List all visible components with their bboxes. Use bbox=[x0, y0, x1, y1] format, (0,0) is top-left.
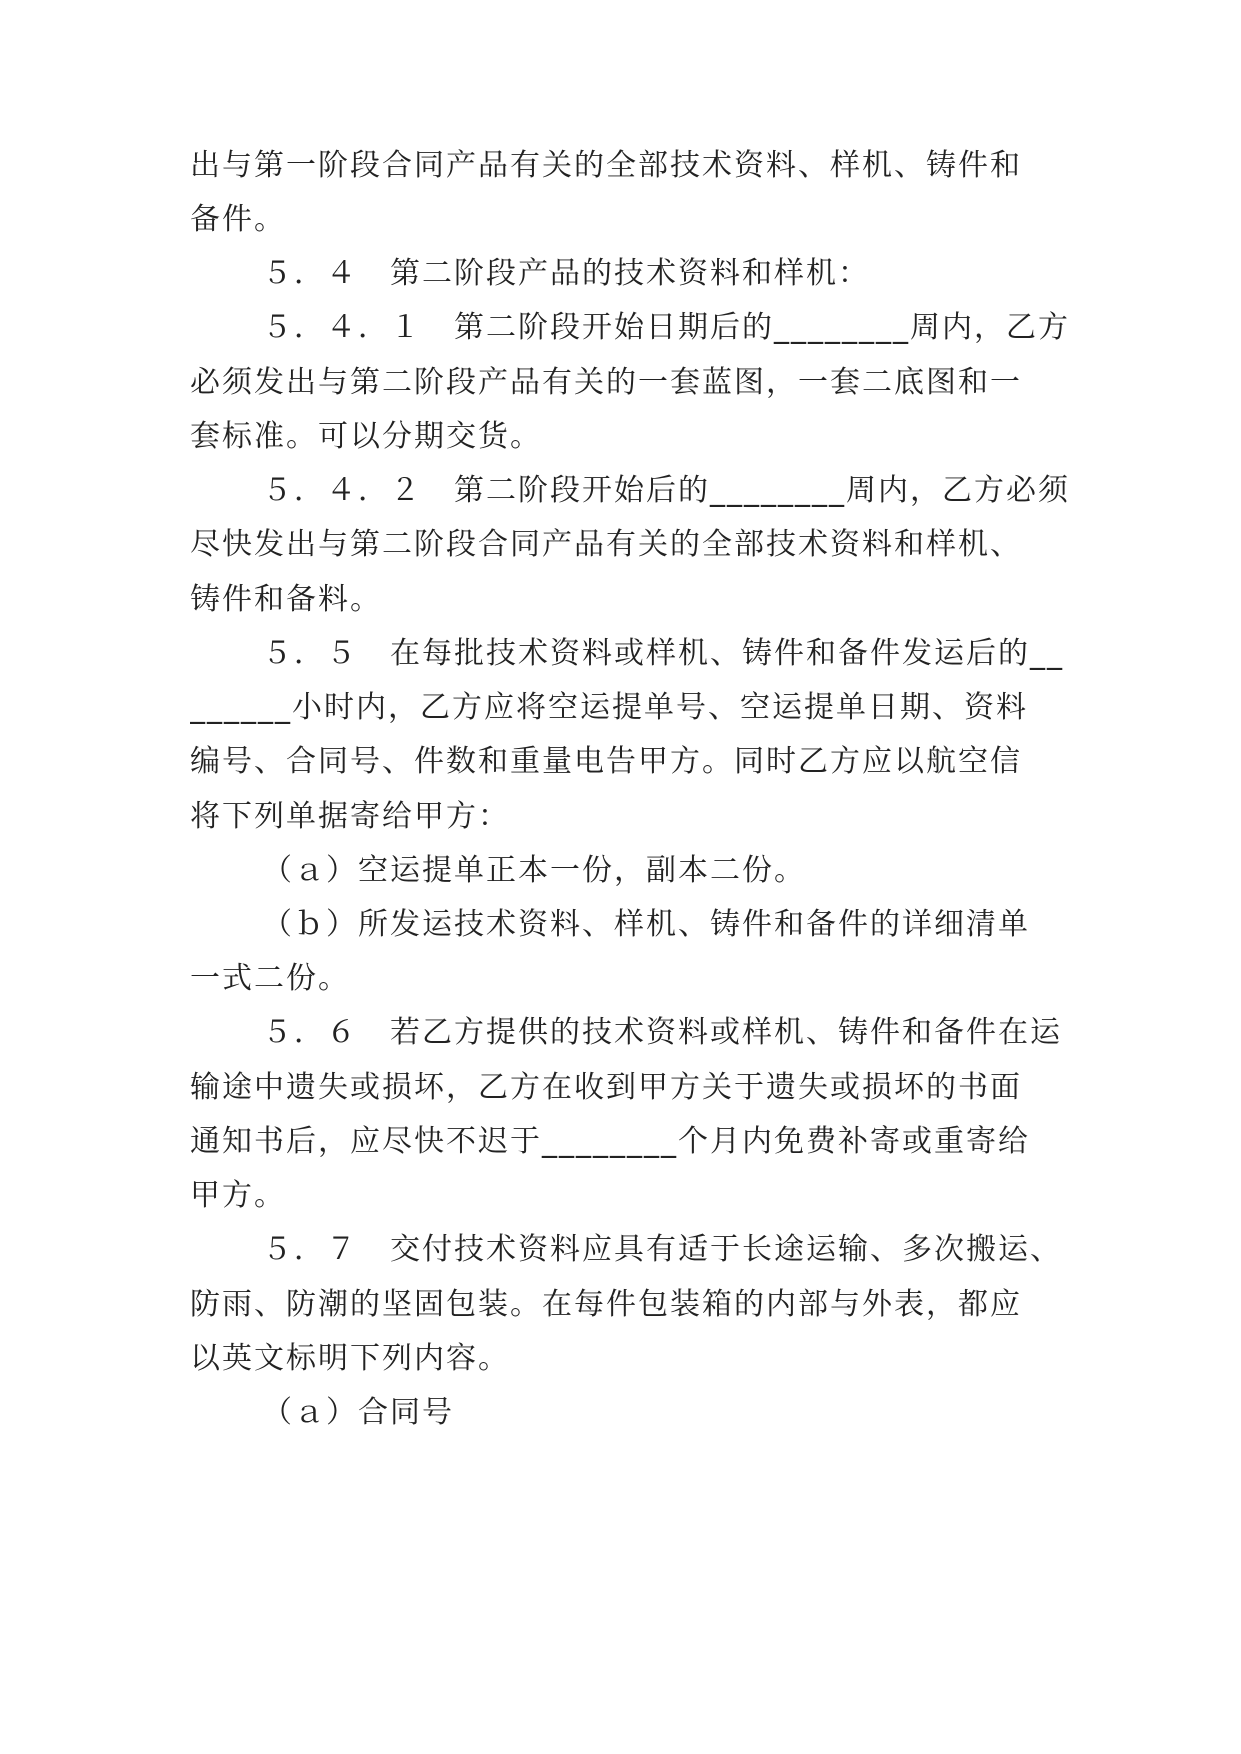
paragraph-line: 必须发出与第二阶段产品有关的一套蓝图，一套二底图和一 bbox=[190, 365, 1022, 400]
paragraph-line: 防雨、防潮的坚固包装。在每件包装箱的内部与外表，都应 bbox=[190, 1287, 1022, 1322]
paragraph-line: 将下列单据寄给甲方： bbox=[190, 799, 510, 834]
paragraph-line: ５．４．１ 第二阶段开始日期后的________周内，乙方 bbox=[262, 310, 1070, 345]
section-heading: ５．４ 第二阶段产品的技术资料和样机： bbox=[262, 256, 870, 291]
paragraph-line: 备件。 bbox=[190, 202, 286, 237]
paragraph-line: ______小时内，乙方应将空运提单号、空运提单日期、资料 bbox=[190, 690, 1028, 725]
list-item: （ａ）空运提单正本一份，副本二份。 bbox=[262, 853, 806, 888]
paragraph-line: 套标准。可以分期交货。 bbox=[190, 419, 542, 454]
paragraph-line: ５．７ 交付技术资料应具有适于长途运输、多次搬运、 bbox=[262, 1232, 1062, 1267]
paragraph-line: 编号、合同号、件数和重量电告甲方。同时乙方应以航空信 bbox=[190, 744, 1022, 779]
paragraph-line: 甲方。 bbox=[190, 1178, 286, 1213]
paragraph-line: 通知书后，应尽快不迟于________个月内免费补寄或重寄给 bbox=[190, 1124, 1030, 1159]
list-item: （ａ）合同号 bbox=[262, 1395, 454, 1430]
paragraph-line: 铸件和备料。 bbox=[190, 582, 382, 617]
paragraph-line: 以英文标明下列内容。 bbox=[190, 1341, 510, 1376]
paragraph-line: 尽快发出与第二阶段合同产品有关的全部技术资料和样机、 bbox=[190, 527, 1022, 562]
paragraph-line: ５．５ 在每批技术资料或样机、铸件和备件发运后的__ bbox=[262, 636, 1064, 671]
paragraph-line: 出与第一阶段合同产品有关的全部技术资料、样机、铸件和 bbox=[190, 148, 1022, 183]
paragraph-line: ５．４．２ 第二阶段开始后的________周内，乙方必须 bbox=[262, 473, 1070, 508]
paragraph-line: 输途中遗失或损坏，乙方在收到甲方关于遗失或损坏的书面 bbox=[190, 1070, 1022, 1105]
list-item: （ｂ）所发运技术资料、样机、铸件和备件的详细清单 bbox=[262, 907, 1030, 942]
paragraph-line: ５．６ 若乙方提供的技术资料或样机、铸件和备件在运 bbox=[262, 1015, 1062, 1050]
paragraph-line: 一式二份。 bbox=[190, 961, 350, 996]
